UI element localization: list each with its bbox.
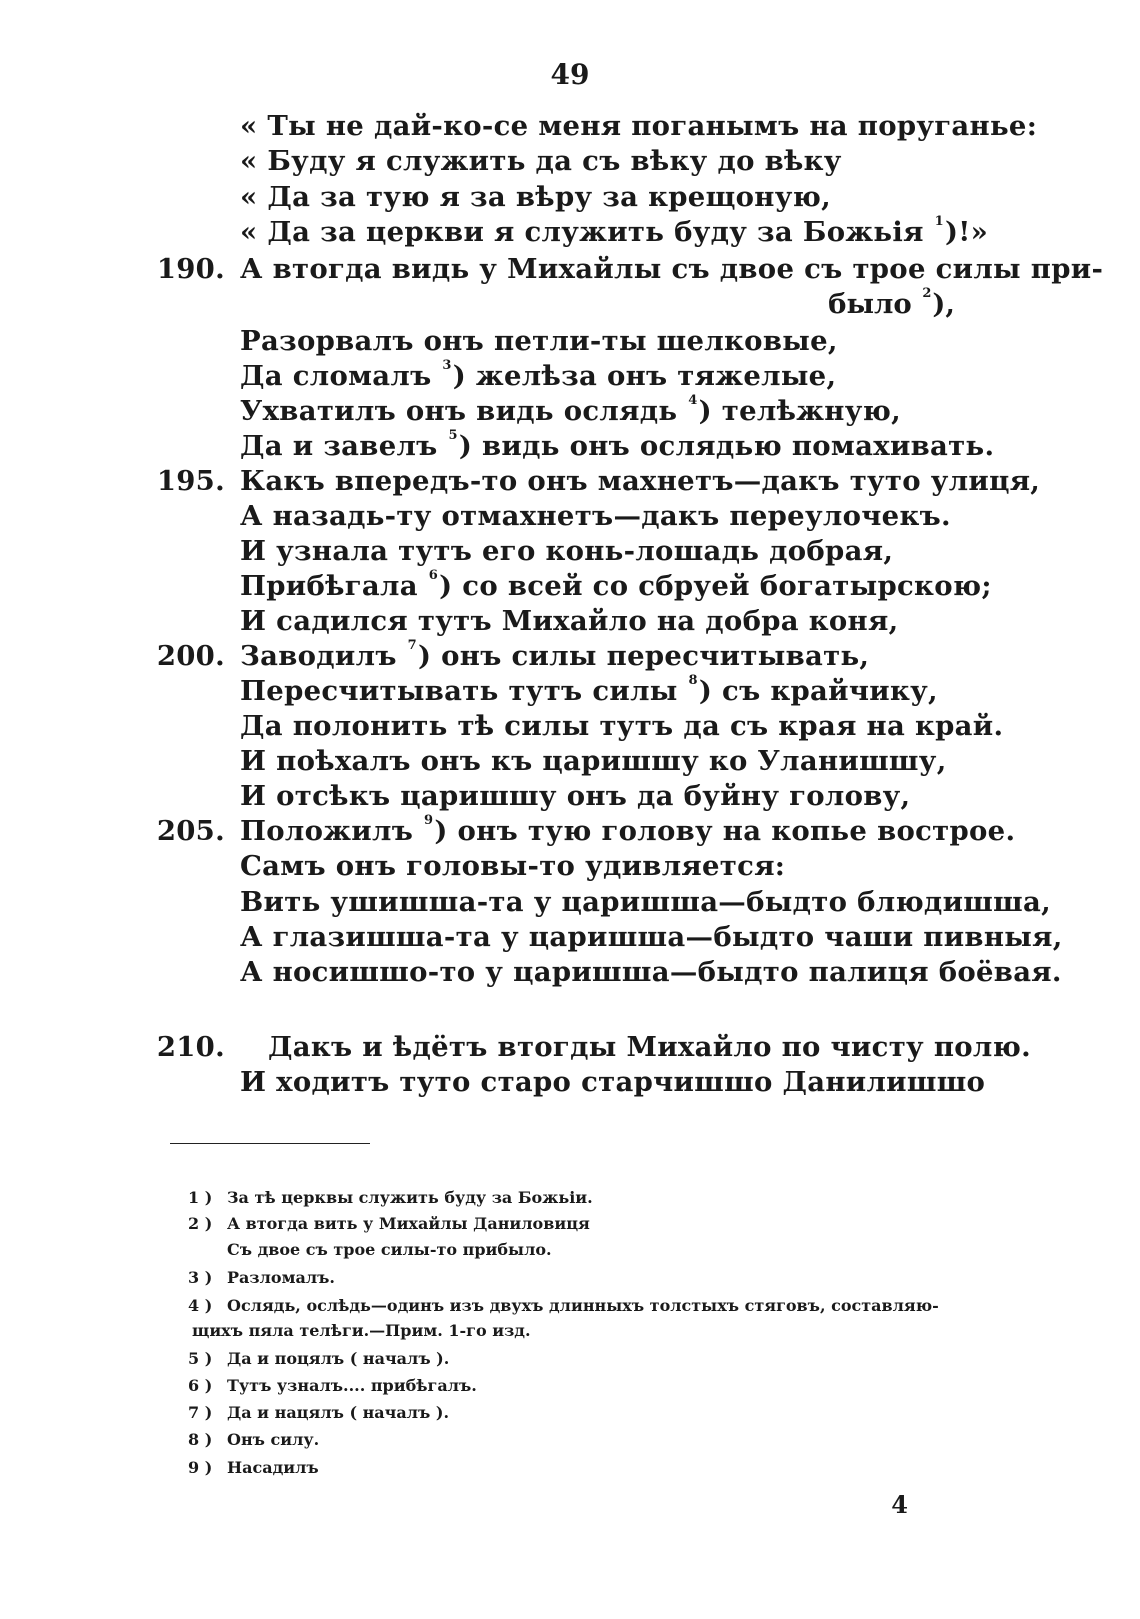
- footnote-ref: 7: [407, 638, 417, 653]
- footnote: [0, 1349, 1140, 1375]
- footnote-text: За тѣ церквы служить буду за Божьiи.: [227, 1188, 593, 1207]
- verse-text-tail: ) онъ тую голову на копье вострое.: [434, 815, 1016, 847]
- verse-text: Какъ впередъ-то онъ махнетъ—дакъ туто улиця,: [240, 465, 1041, 497]
- footnote-text: Да и нацялъ ( началъ ).: [227, 1403, 450, 1422]
- verse-line: [0, 253, 1140, 289]
- footnote-text: Тутъ узналъ.... прибѣгалъ.: [227, 1376, 477, 1395]
- footnote-number: 2 ): [188, 1214, 213, 1233]
- verse-line: [0, 181, 1140, 217]
- verse-text-group: [240, 815, 1015, 847]
- verse-line: [0, 395, 1140, 431]
- verse-line: [0, 815, 1140, 851]
- verse-line: [0, 745, 1140, 781]
- verse-text: А глазишша-та у царишша—быдто чаши пивныя,: [240, 921, 1063, 953]
- verse-text-tail: ) желѣза онъ тяжелые,: [452, 360, 837, 392]
- footnote: [0, 1321, 1140, 1347]
- verse-text: А втогда видь у Михайлы съ двое съ трое силы при-: [240, 253, 1104, 285]
- footnote-number: 7 ): [188, 1403, 213, 1422]
- verse-text-tail: ),: [932, 288, 955, 320]
- verse-line: [0, 570, 1140, 606]
- verse-text-group: [240, 360, 836, 392]
- footnote: [0, 1403, 1140, 1429]
- verse-text: Прибѣгала: [240, 570, 418, 602]
- footnote: [0, 1376, 1140, 1402]
- verse-text-group: [240, 395, 901, 427]
- verse-line: [0, 710, 1140, 746]
- footnote-number: 1 ): [188, 1188, 213, 1207]
- footnote-text: щихъ пяла телѣги.—Прим. 1-го изд.: [192, 1321, 531, 1340]
- footnote-ref: 1: [934, 214, 944, 229]
- verse-line: [0, 956, 1140, 992]
- verse-line: [0, 886, 1140, 922]
- verse-line: [0, 465, 1140, 501]
- footnote-ref: 8: [688, 673, 698, 688]
- footnote-text: А втогда вить у Михайлы Даниловиця: [227, 1214, 590, 1233]
- footnote: [0, 1430, 1140, 1456]
- verse-text: Положилъ: [240, 815, 414, 847]
- footnote-text: Онъ силу.: [227, 1430, 320, 1449]
- verse-line: [0, 110, 1140, 146]
- footnote-number: 3 ): [188, 1268, 213, 1287]
- verse-line: [0, 1066, 1140, 1102]
- verse-text: Дакъ и ѣдётъ втогды Михайло по чисту полю.: [268, 1031, 1031, 1063]
- footnote: [0, 1240, 1140, 1266]
- footnote-ref: 9: [423, 813, 434, 828]
- footnote-text: Съ двое съ трое силы-то прибыло.: [227, 1240, 552, 1259]
- verse-text: « Да за тую я за вѣру за крещоную,: [240, 181, 831, 213]
- verse-line: [0, 145, 1140, 181]
- verse-line: [0, 360, 1140, 396]
- verse-text: Вить ушишша-та у царишша—быдто блюдишша,: [240, 886, 1051, 918]
- verse-text: « Ты не дай-ко-се меня поганымъ на поруганье:: [240, 110, 1038, 142]
- footnote-ref: 3: [442, 358, 452, 373]
- verse-line: [0, 500, 1140, 536]
- footnote-text: Ослядь, ослѣдь—одинъ изъ двухъ длинныхъ толстыхъ стяговъ, составляю-: [227, 1296, 939, 1315]
- footnote-number: 6 ): [188, 1376, 213, 1395]
- verse-text: Заводилъ: [240, 640, 397, 672]
- verse-text: И узнала тутъ его конь-лошадь добрая,: [240, 535, 894, 567]
- verse-text-tail: ) онъ силы пересчитывать,: [417, 640, 870, 672]
- verse-number: 190.: [156, 253, 225, 285]
- footnote-number: 5 ): [188, 1349, 213, 1368]
- verse-line: [0, 780, 1140, 816]
- verse-text: « Да за церкви я служить буду за Божьiя: [240, 216, 924, 248]
- verse-text: И поѣхалъ онъ къ царишшу ко Уланишшу,: [240, 745, 947, 777]
- verse-text: Разорвалъ онъ петли-ты шелковые,: [240, 325, 838, 357]
- footnote-text: Да и поцялъ ( началъ ).: [227, 1349, 450, 1368]
- verse-text: Ухватилъ онъ видь ослядь: [240, 395, 678, 427]
- footnote-number: 9 ): [188, 1458, 213, 1477]
- verse-text: « Буду я служить да съ вѣку до вѣку: [240, 145, 842, 177]
- footnote: [0, 1458, 1140, 1484]
- verse-number: 200.: [156, 640, 225, 672]
- verse-text: Да и завелъ: [240, 430, 438, 462]
- verse-continuation: [828, 288, 955, 320]
- footnote: [0, 1214, 1140, 1240]
- verse-line: [0, 850, 1140, 886]
- verse-text-group: [240, 675, 938, 707]
- footnote: [0, 1188, 1140, 1214]
- verse-text-tail: ) со всей со сбруей богатырскою;: [439, 570, 992, 602]
- verse-line: [0, 325, 1140, 361]
- verse-text-group: [240, 430, 994, 462]
- verse-text: было: [828, 288, 912, 320]
- footnote: [0, 1268, 1140, 1294]
- signature-mark: 4: [891, 1490, 908, 1519]
- verse-text-tail: )!»: [944, 216, 989, 248]
- verse-text: Самъ онъ головы-то удивляется:: [240, 850, 786, 882]
- page-number: 49: [550, 58, 590, 91]
- verse-text: И отсѣкъ царишшу онъ да буйну голову,: [240, 780, 911, 812]
- verse-line: [0, 535, 1140, 571]
- verse-text-group: [240, 570, 992, 602]
- verse-line: [0, 640, 1140, 676]
- verse-line: [0, 430, 1140, 466]
- footnote-text: Разломалъ.: [227, 1268, 335, 1287]
- footnote-ref: 2: [922, 286, 932, 301]
- verse-line: [0, 1031, 1140, 1067]
- verse-line: [0, 605, 1140, 641]
- footnote-text: Насадилъ: [227, 1458, 319, 1477]
- verse-line: [0, 921, 1140, 957]
- verse-number: 195.: [156, 465, 225, 497]
- footnote-ref: 6: [428, 568, 439, 583]
- footnote-number: 4 ): [188, 1296, 213, 1315]
- verse-text: А носишшо-то у царишша—быдто палиця боёвая.: [240, 956, 1062, 988]
- verse-number: 210.: [156, 1031, 225, 1063]
- footnote-ref: 5: [448, 428, 458, 443]
- verse-text-tail: ) видь онъ ослядью помахивать.: [458, 430, 995, 462]
- footnote: [0, 1296, 1140, 1322]
- verse-text: И ходитъ туто старо старчишшо Данилишшо: [240, 1066, 986, 1098]
- verse-text: А назадь-ту отмахнетъ—дакъ переулочекъ.: [240, 500, 951, 532]
- verse-text: Пересчитывать тутъ силы: [240, 675, 678, 707]
- footnote-ref: 4: [688, 393, 698, 408]
- verse-line: [0, 216, 1140, 252]
- verse-text: Да полонить тѣ силы тутъ да съ края на край.: [240, 710, 1004, 742]
- verse-number: 205.: [156, 815, 225, 847]
- verse-text-tail: ) телѣжную,: [698, 395, 901, 427]
- verse-line: [0, 675, 1140, 711]
- verse-text-group: [240, 216, 988, 248]
- verse-text-tail: ) съ крайчику,: [698, 675, 938, 707]
- footnote-divider: [170, 1143, 370, 1144]
- verse-text-group: [240, 640, 869, 672]
- verse-text: Да сломалъ: [240, 360, 432, 392]
- footnote-number: 8 ): [188, 1430, 213, 1449]
- verse-text: И садился тутъ Михайло на добра коня,: [240, 605, 899, 637]
